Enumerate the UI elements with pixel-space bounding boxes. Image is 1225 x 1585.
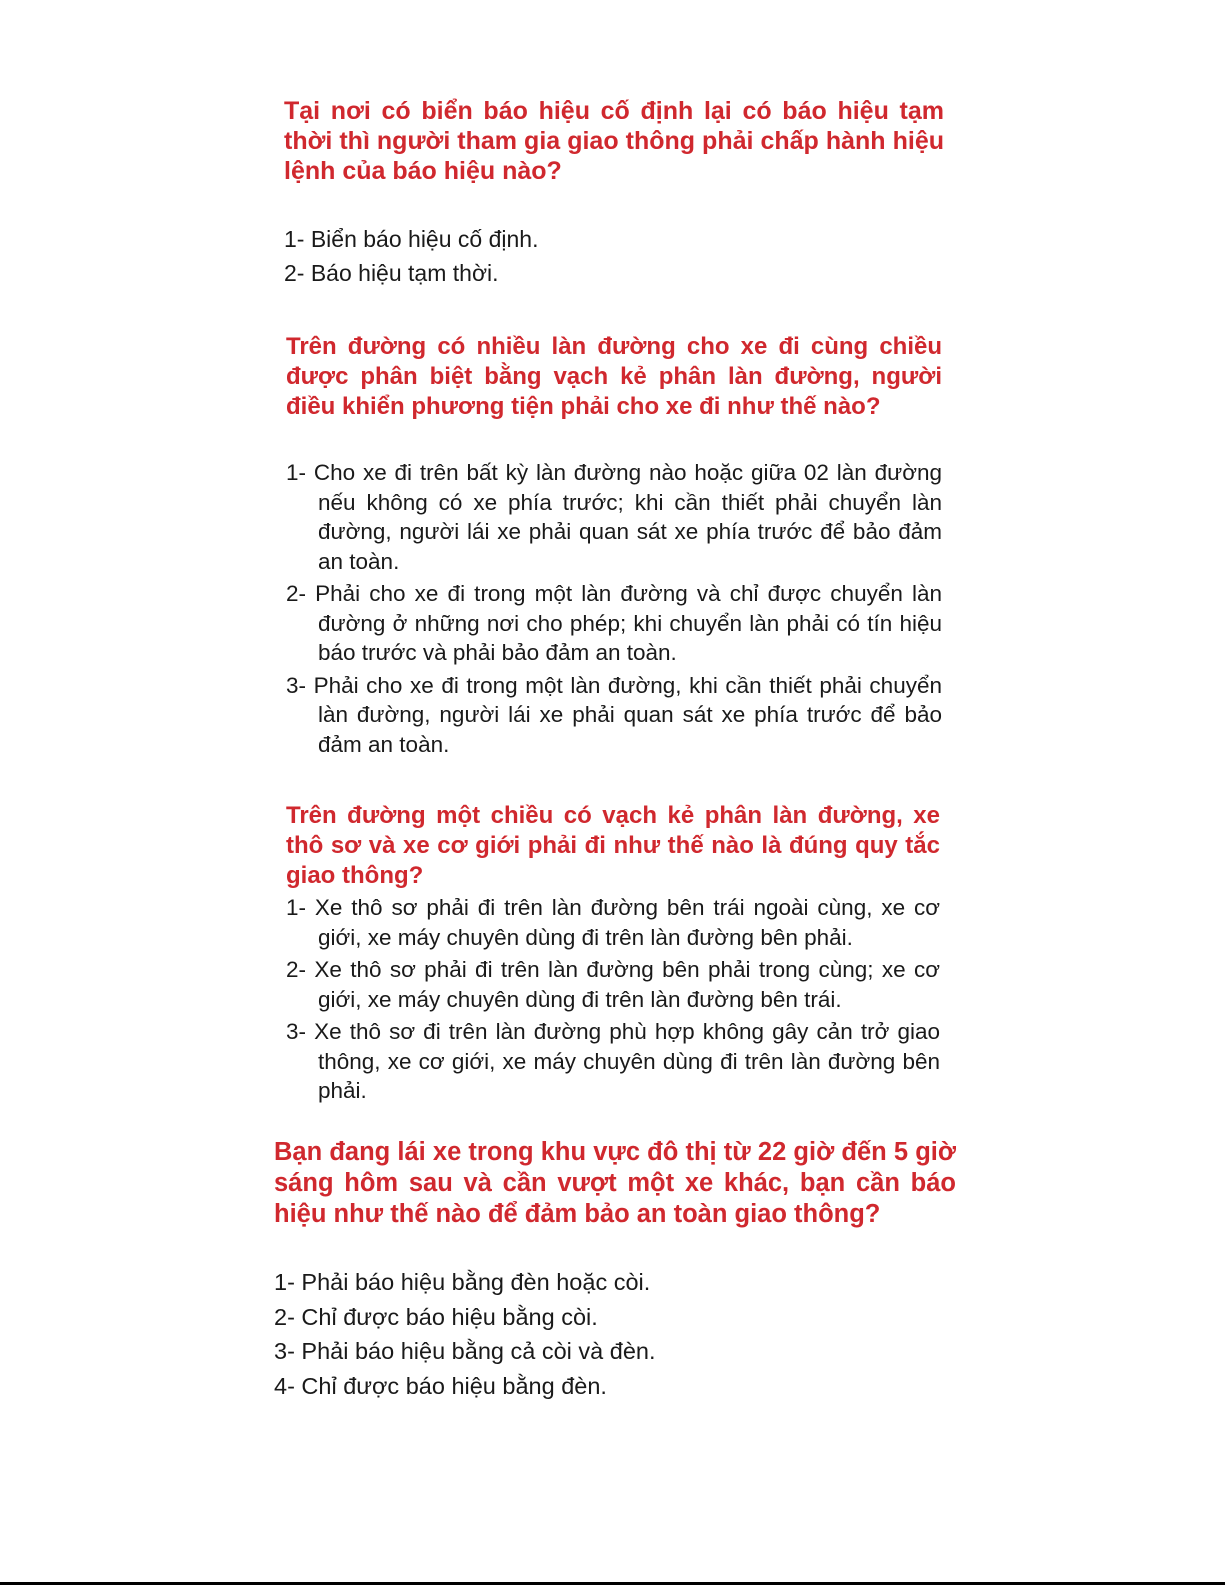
option-3-1: 1- Xe thô sơ phải đi trên làn đường bên trái ngoài cùng, xe cơ giới, xe máy chuyên dùng đi trên làn đường bên phải. (286, 895, 940, 950)
option-3-3: 3- Xe thô sơ đi trên làn đường phù hợp không gây cản trở giao thông, xe cơ giới, xe máy chuyên dùng đi trên làn đường bên phải. (286, 1018, 940, 1104)
options-2 (286, 458, 942, 762)
option-3-2: 2- Xe thô sơ phải đi trên làn đường bên phải trong cùng; xe cơ giới, xe máy chuyên dùng đi trên làn đường bên trái. (286, 956, 940, 1012)
option-4-3: 3- Phải báo hiệu bằng cả còi và đèn. (274, 1338, 656, 1364)
option-4-1: 1- Phải báo hiệu bằng đèn hoặc còi. (274, 1269, 651, 1295)
question-2: Trên đường có nhiều làn đường cho xe đi cùng chiều được phân biệt bằng vạch kẻ phân làn đường, người điều khiển phương tiện phải cho xe đi như thế nào? (286, 333, 942, 420)
option-2-1: 1- Cho xe đi trên bất kỳ làn đường nào hoặc giữa 02 làn đường nếu không có xe phía trước; khi cần thiết phải chuyển làn đường, người lái xe phải quan sát xe phía trước để bảo đảm an toàn. (286, 460, 942, 574)
option-4-2: 2- Chỉ được báo hiệu bằng còi. (274, 1303, 598, 1330)
options-4 (274, 1265, 956, 1403)
option-4-4: 4- Chỉ được báo hiệu bằng đèn. (274, 1372, 607, 1399)
option-2-3: 3- Phải cho xe đi trong một làn đường, khi cần thiết phải chuyển làn đường, người lái xe phải quan sát xe phía trước để bảo đảm an toàn. (286, 672, 942, 757)
question-4: Bạn đang lái xe trong khu vực đô thị từ 22 giờ đến 5 giờ sáng hôm sau và cần vượt một xe khác, bạn cần báo hiệu như thế nào để đảm bảo an toàn giao thông? (274, 1138, 956, 1228)
option-1-2: 2- Báo hiệu tạm thời. (284, 260, 499, 286)
options-3 (286, 893, 940, 1109)
option-1-1: 1- Biển báo hiệu cố định. (284, 226, 539, 252)
option-2-2: 2- Phải cho xe đi trong một làn đường và chỉ được chuyển làn đường ở những nơi cho phép; khi chuyển làn phải có tín hiệu báo trước và phải bảo đảm an toàn. (286, 581, 942, 666)
question-3: Trên đường một chiều có vạch kẻ phân làn đường, xe thô sơ và xe cơ giới phải đi như thế nào là đúng quy tắc giao thông? (286, 802, 940, 889)
question-1: Tại nơi có biển báo hiệu cố định lại có báo hiệu tạm thời thì người tham gia giao thông phải chấp hành hiệu lệnh của báo hiệu nào? (284, 97, 944, 185)
options-1 (284, 222, 944, 290)
